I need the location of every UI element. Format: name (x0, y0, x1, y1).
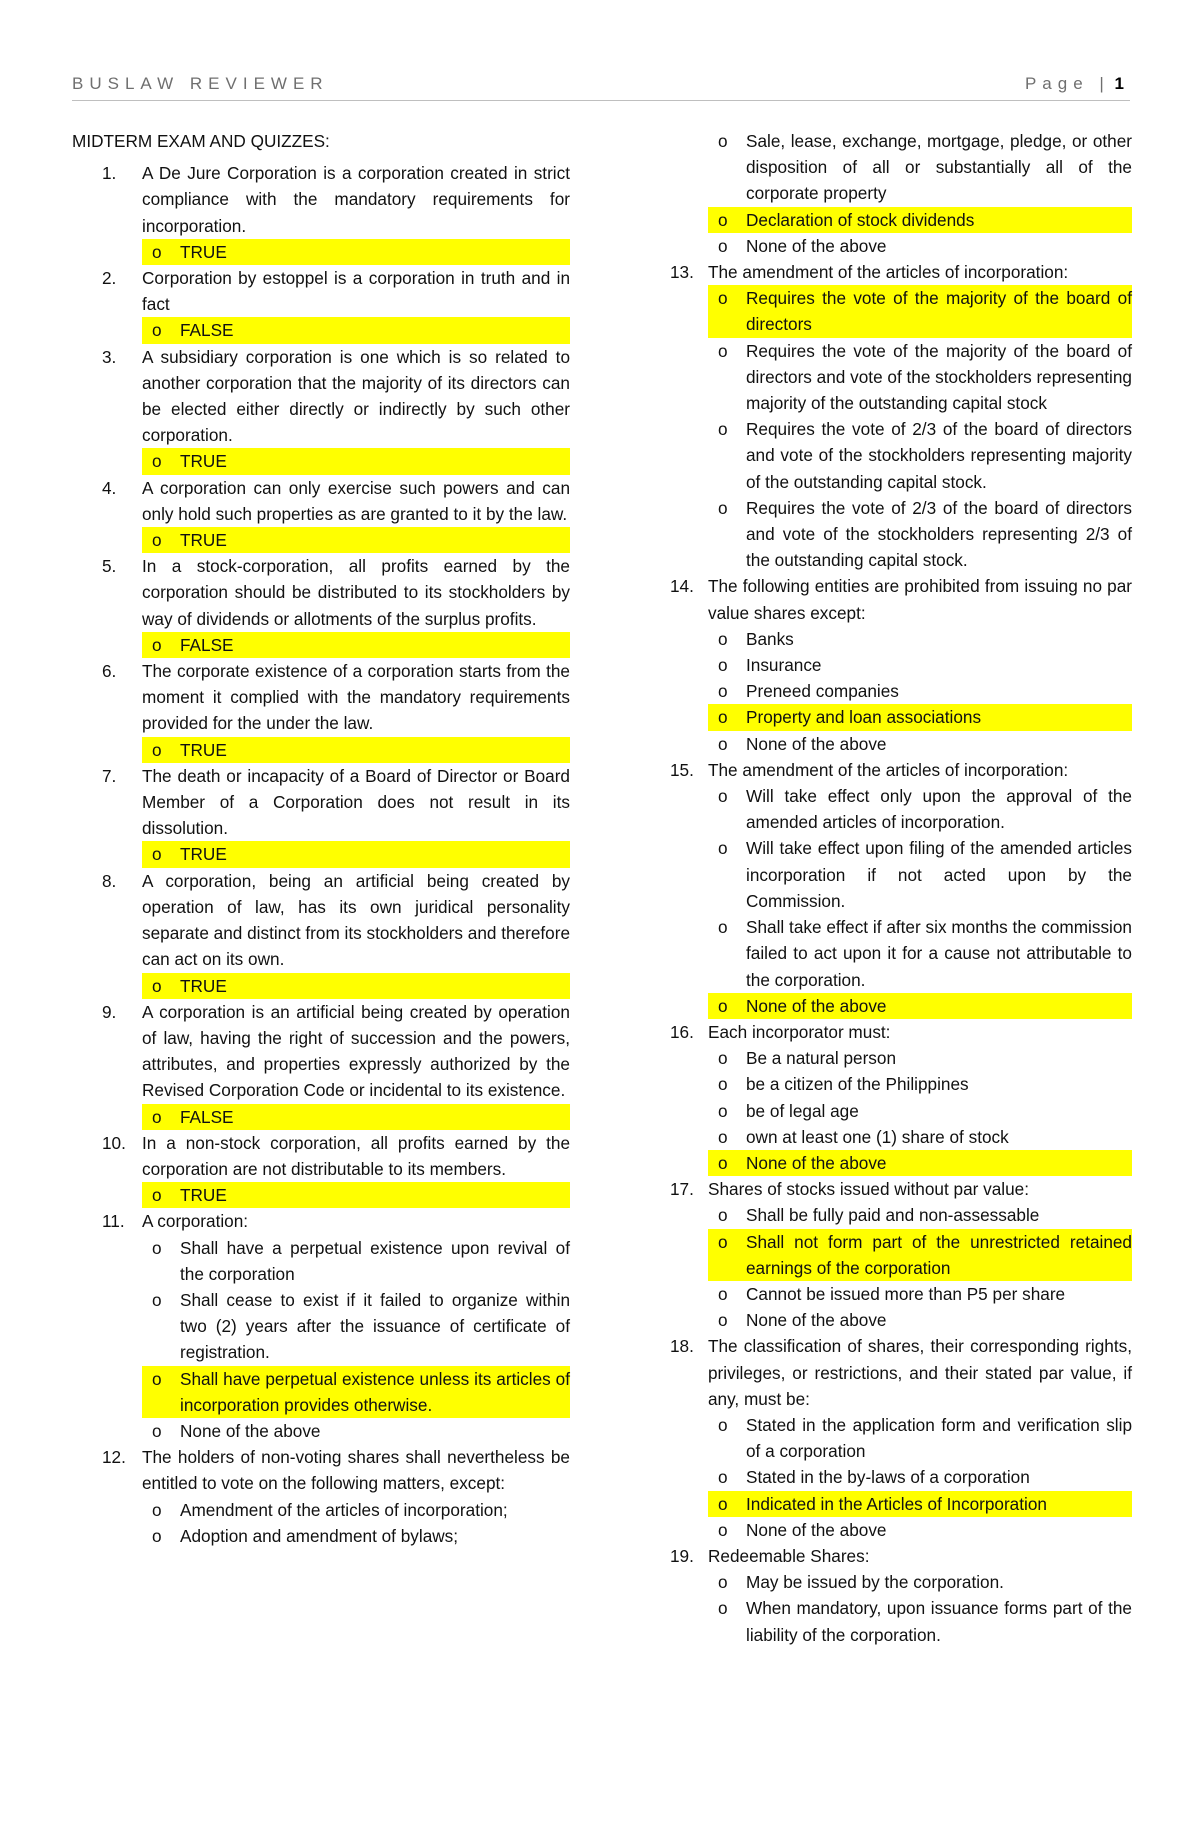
option-text: Will take effect only upon the approval of the amended articles of incorporation. (746, 786, 1132, 833)
option-text: None of the above (746, 1310, 887, 1331)
question-text: Each incorporator must: (708, 1021, 891, 1042)
question-text: The corporate existence of a corporation starts from the moment it complied with the mandatory requirements provided for the under the law. (142, 661, 570, 734)
answer-option (142, 1497, 570, 1523)
answer-option (708, 835, 1132, 914)
bullet-icon: o (718, 733, 728, 754)
answer-option (708, 914, 1132, 993)
answer-option-highlighted (708, 993, 1132, 1019)
answer-option-highlighted (708, 1491, 1132, 1517)
answer-option-highlighted (142, 1182, 570, 1208)
question-text: A subsidiary corporation is one which is so related to another corporation that the majority of its directors can be elected either directly or indirectly by such other corporation. (142, 346, 570, 446)
bullet-icon: o (718, 1519, 728, 1540)
option-text: be a citizen of the Philippines (746, 1074, 969, 1095)
bullet-icon: o (718, 1283, 728, 1304)
page-label: Page | (1024, 74, 1110, 93)
option-text: Requires the vote of 2/3 of the board of directors and vote of the stockholders representing 2/3 of the outstanding capital stock. (746, 497, 1132, 571)
question-text: The classification of shares, their corresponding rights, privileges, or restrictions, and their stated par value, if any, must be: (708, 1336, 1132, 1409)
question-text: The amendment of the articles of incorporation: (708, 262, 1069, 283)
answer-option-highlighted (142, 737, 570, 763)
question-item (670, 1176, 1132, 1333)
option-text: TRUE (180, 739, 227, 760)
question-text: The death or incapacity of a Board of Director or Board Member of a Corporation does not result in its dissolution. (142, 765, 570, 839)
answer-option (708, 1569, 1132, 1595)
answer-option-highlighted (142, 632, 570, 658)
answer-option (708, 495, 1132, 574)
bullet-icon: o (718, 681, 728, 702)
option-text: Property and loan associations (746, 707, 982, 728)
question-item (72, 265, 570, 344)
answer-option (708, 416, 1132, 495)
option-text: TRUE (180, 241, 227, 262)
option-text: Declaration of stock dividends (746, 209, 975, 230)
question-item (72, 1444, 570, 1549)
bullet-icon: o (718, 1493, 728, 1514)
question-text: Redeemable Shares: (708, 1545, 870, 1566)
option-text: Requires the vote of 2/3 of the board of directors and vote of the stockholders representing majority of the outstanding capital stock. (746, 419, 1132, 492)
answer-option (708, 1045, 1132, 1071)
option-text: Cannot be issued more than P5 per share (746, 1283, 1066, 1304)
answer-option (142, 1523, 570, 1549)
bullet-icon: o (152, 1185, 162, 1206)
bullet-icon: o (718, 1231, 728, 1252)
answer-option-highlighted (142, 239, 570, 265)
question-number: 11. (102, 1211, 125, 1232)
bullet-icon: o (718, 1074, 728, 1095)
question-text: Shares of stocks issued without par value: (708, 1179, 1029, 1200)
bullet-icon: o (718, 917, 728, 938)
question-text: Corporation by estoppel is a corporation in truth and in fact (142, 268, 570, 315)
question-text: In a stock-corporation, all profits earned by the corporation should be distributed to its stockholders by way of dividends or allotments of the surplus profits. (142, 556, 570, 629)
option-text: Amendment of the articles of incorporation; (180, 1499, 508, 1520)
option-text: FALSE (180, 320, 234, 341)
question-item (72, 553, 570, 658)
bullet-icon: o (718, 1205, 728, 1226)
answer-option (142, 1235, 570, 1287)
option-text: None of the above (746, 995, 887, 1016)
bullet-icon: o (718, 131, 728, 151)
section-title: MIDTERM EXAM AND QUIZZES: (72, 131, 330, 151)
option-text: own at least one (1) share of stock (746, 1126, 1009, 1147)
page-indicator (1025, 74, 1124, 94)
bullet-icon: o (152, 1499, 162, 1520)
option-text: Shall have a perpetual existence upon revival of the corporation (180, 1237, 570, 1284)
question-number: 1. (102, 163, 117, 184)
question-item (72, 1208, 570, 1444)
question-number: 13. (670, 262, 694, 283)
question-item (670, 259, 1132, 573)
option-text: be of legal age (746, 1100, 859, 1121)
option-text: When mandatory, upon issuance forms part of the liability of the corporation. (746, 1598, 1132, 1645)
bullet-icon: o (152, 1368, 162, 1389)
answer-option (708, 731, 1132, 757)
option-text: None of the above (746, 235, 887, 256)
answer-option (708, 338, 1132, 417)
answer-option (708, 1124, 1132, 1150)
answer-option (708, 678, 1132, 704)
question-item (72, 868, 570, 999)
answer-option (708, 626, 1132, 652)
answer-option (142, 1287, 570, 1366)
bullet-icon: o (718, 655, 728, 676)
bullet-icon: o (718, 838, 728, 859)
question-number: 10. (102, 1132, 126, 1153)
page-header (72, 74, 1130, 101)
option-text: Insurance (746, 655, 822, 676)
option-text: Sale, lease, exchange, mortgage, pledge, or other disposition of all or substantially all of the corporate property (746, 131, 1132, 204)
right-question-list (670, 259, 1132, 1648)
question-number: 18. (670, 1336, 694, 1357)
answer-option (708, 1412, 1132, 1464)
answer-option (708, 1202, 1132, 1228)
question-item (72, 160, 570, 265)
answer-option (708, 1517, 1132, 1543)
bullet-icon: o (718, 1048, 728, 1069)
question-item (72, 999, 570, 1130)
option-text: None of the above (746, 733, 887, 754)
option-text: Be a natural person (746, 1048, 897, 1069)
bullet-icon: o (718, 786, 728, 807)
question-text: The following entities are prohibited from issuing no par value shares except: (708, 576, 1132, 623)
answer-option-highlighted (708, 285, 1132, 337)
bullet-icon: o (718, 419, 728, 440)
bullet-icon: o (718, 497, 728, 518)
option-text: FALSE (180, 634, 234, 655)
option-text: None of the above (746, 1519, 887, 1540)
option-text: Preneed companies (746, 681, 899, 702)
bullet-icon: o (718, 340, 728, 361)
question-item (72, 475, 570, 554)
document-title: BUSLAW REVIEWER (72, 74, 329, 93)
question-item (670, 1333, 1132, 1543)
bullet-icon: o (718, 995, 728, 1016)
bullet-icon: o (718, 288, 728, 309)
question-item (670, 1543, 1132, 1648)
option-text: Indicated in the Articles of Incorporation (746, 1493, 1047, 1514)
answer-option-highlighted (708, 1150, 1132, 1176)
bullet-icon: o (152, 320, 162, 341)
answer-option (708, 1071, 1132, 1097)
bullet-icon: o (152, 634, 162, 655)
question-text: A corporation can only exercise such powers and can only hold such properties as are granted to it by the law. (142, 477, 570, 524)
answer-option-highlighted (708, 704, 1132, 730)
question-number: 6. (102, 661, 117, 682)
option-text: FALSE (180, 1106, 234, 1127)
question-number: 15. (670, 759, 694, 780)
answer-option-highlighted (142, 841, 570, 867)
option-text: TRUE (180, 844, 227, 865)
question-number: 19. (670, 1545, 694, 1566)
question-item (72, 344, 570, 475)
answer-option-highlighted (142, 1104, 570, 1130)
option-text: TRUE (180, 451, 227, 472)
question-number: 14. (670, 576, 694, 597)
option-text: None of the above (746, 1152, 887, 1173)
question-text: A De Jure Corporation is a corporation created in strict compliance with the mandatory requirements for incorporation. (142, 163, 570, 236)
answer-option (708, 1464, 1132, 1490)
bullet-icon: o (152, 739, 162, 760)
option-text: Banks (746, 628, 794, 649)
bullet-icon: o (718, 1572, 728, 1593)
question-text: A corporation, being an artificial being created by operation of law, has its own juridical personality separate and distinct from its stockholders and therefore can act on its own. (142, 870, 571, 970)
answer-option-highlighted (142, 527, 570, 553)
option-text: Shall be fully paid and non-assessable (746, 1205, 1040, 1226)
answer-option-highlighted (142, 1366, 570, 1418)
option-text: Shall not form part of the unrestricted retained earnings of the corporation (746, 1231, 1132, 1278)
option-text: Requires the vote of the majority of the board of directors (746, 288, 1132, 335)
bullet-icon: o (718, 1467, 728, 1488)
option-text: Shall cease to exist if it failed to organize within two (2) years after the issuance of certificate of registration. (180, 1289, 570, 1363)
answer-option (708, 783, 1132, 835)
question-item (670, 1019, 1132, 1176)
bullet-icon: o (152, 1237, 162, 1258)
bullet-icon: o (718, 707, 728, 728)
question-number: 9. (102, 1001, 117, 1022)
question-number: 5. (102, 556, 117, 577)
bullet-icon: o (152, 241, 162, 262)
option-text: None of the above (180, 1420, 321, 1441)
option-text: May be issued by the corporation. (746, 1572, 1004, 1593)
bullet-icon: o (152, 1289, 162, 1310)
option-text: Adoption and amendment of bylaws; (180, 1525, 459, 1546)
question-12-continuation (670, 128, 1132, 259)
question-text: A corporation is an artificial being created by operation of law, having the right of succession and the powers, attributes, and properties expressly authorized by the Revised Corporation Code or incidental to its existence. (142, 1001, 570, 1101)
question-number: 4. (102, 477, 117, 498)
bullet-icon: o (718, 1310, 728, 1331)
bullet-icon: o (152, 451, 162, 472)
option-text: TRUE (180, 1185, 227, 1206)
bullet-icon: o (718, 628, 728, 649)
question-text: In a non-stock corporation, all profits earned by the corporation are not distributable to its members. (142, 1132, 570, 1179)
question-number: 7. (102, 765, 117, 786)
question-item (670, 573, 1132, 756)
bullet-icon: o (718, 1598, 728, 1619)
question-number: 12. (102, 1447, 126, 1468)
answer-option-highlighted (142, 317, 570, 343)
option-text: TRUE (180, 530, 227, 551)
bullet-icon: o (718, 1152, 728, 1173)
answer-option (708, 233, 1132, 259)
answer-option (708, 1307, 1132, 1333)
option-text: Shall take effect if after six months the commission failed to act upon it for a cause not attributable to the corporation. (746, 917, 1132, 990)
question-text: The holders of non-voting shares shall nevertheless be entitled to vote on the following matters, except: (142, 1447, 570, 1494)
bullet-icon: o (152, 530, 162, 551)
left-column (72, 128, 570, 1549)
bullet-icon: o (152, 1420, 162, 1441)
answer-option-highlighted (708, 207, 1132, 233)
answer-option (708, 1281, 1132, 1307)
answer-option (708, 1098, 1132, 1124)
question-number: 16. (670, 1021, 694, 1042)
bullet-icon: o (718, 235, 728, 256)
answer-option (708, 1595, 1132, 1647)
question-text: The amendment of the articles of incorporation: (708, 759, 1069, 780)
answer-option-highlighted (142, 973, 570, 999)
bullet-icon: o (152, 975, 162, 996)
answer-option (142, 1418, 570, 1444)
option-text: Requires the vote of the majority of the board of directors and vote of the stockholders representing majority of the outstanding capital stock (746, 340, 1132, 414)
question-item (670, 757, 1132, 1019)
bullet-icon: o (152, 844, 162, 865)
option-text: Shall have perpetual existence unless its articles of incorporation provides otherwise. (180, 1368, 570, 1415)
bullet-icon: o (718, 1100, 728, 1121)
bullet-icon: o (718, 1126, 728, 1147)
bullet-icon: o (718, 1414, 728, 1435)
option-text: TRUE (180, 975, 227, 996)
answer-option (708, 652, 1132, 678)
question-number: 17. (670, 1179, 694, 1200)
question-item (72, 1130, 570, 1209)
option-text: Will take effect upon filing of the amended articles incorporation if not acted upon by the Commission. (746, 838, 1132, 911)
bullet-icon: o (718, 209, 728, 230)
question-item (72, 658, 570, 763)
page-number: 1 (1114, 74, 1124, 93)
bullet-icon: o (152, 1106, 162, 1127)
answer-option (708, 128, 1132, 207)
answer-option-highlighted (142, 448, 570, 474)
question-item (72, 763, 570, 868)
bullet-icon: o (152, 1525, 162, 1546)
option-text: Stated in the by-laws of a corporation (746, 1467, 1030, 1488)
answer-option-highlighted (708, 1229, 1132, 1281)
right-column (670, 128, 1132, 1648)
question-text: A corporation: (142, 1211, 249, 1232)
question-number: 2. (102, 268, 117, 289)
left-question-list (72, 160, 570, 1549)
question-number: 8. (102, 870, 117, 891)
option-text: Stated in the application form and verification slip of a corporation (746, 1414, 1132, 1462)
question-number: 3. (102, 346, 117, 367)
